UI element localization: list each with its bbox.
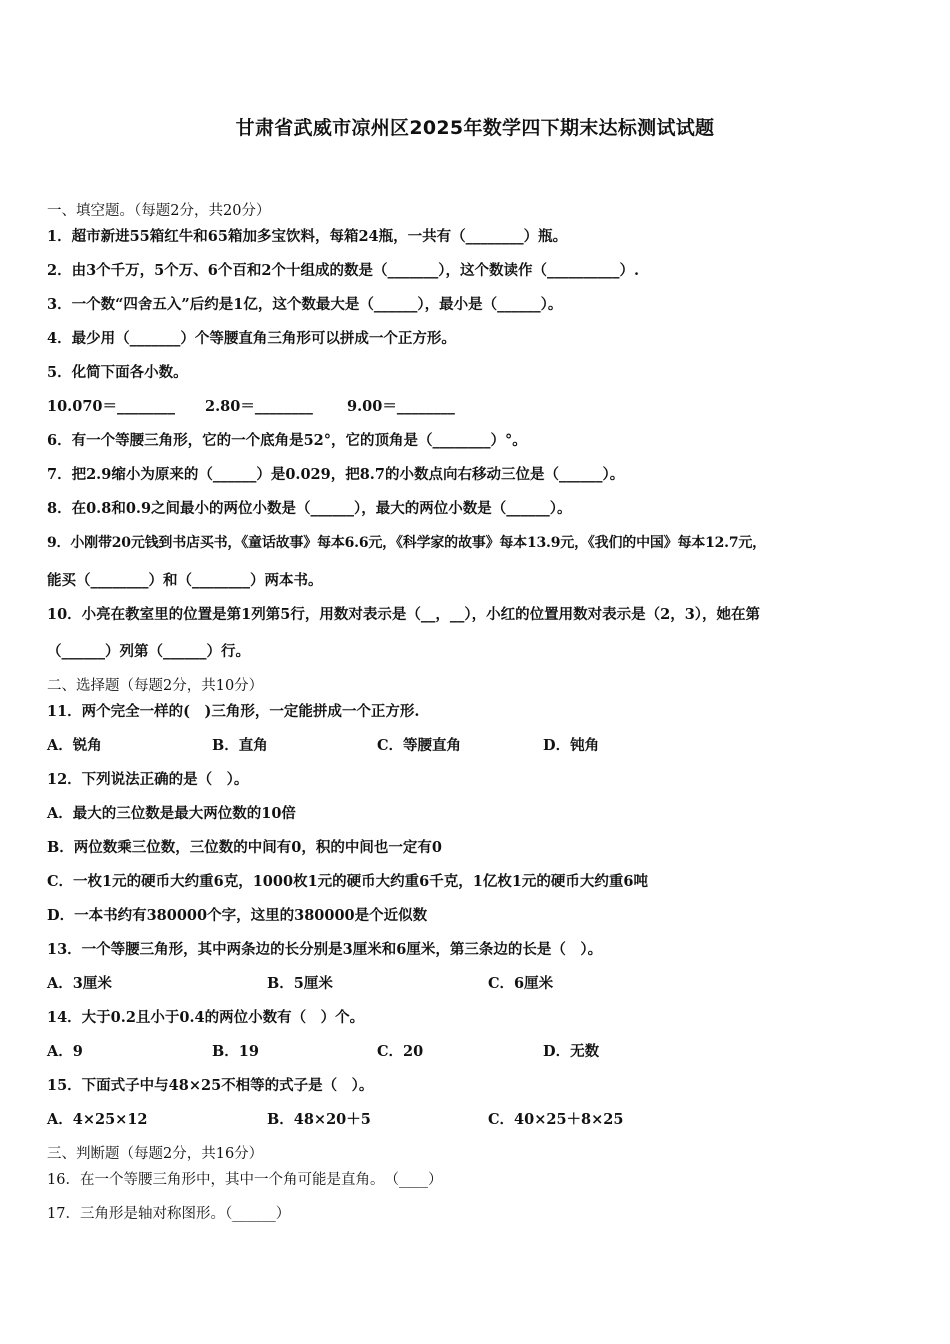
question-10-cont: （______）列第（______）行。 <box>47 643 250 660</box>
q5-item: 9.00＝________ <box>347 398 455 415</box>
question-15-options <box>47 1110 907 1130</box>
option-c: C．等腰直角 <box>377 737 462 754</box>
question-9-cont: 能买（________）和（________）两本书。 <box>47 572 323 589</box>
question-5-items <box>47 397 907 417</box>
section-3-heading: 三、判断题（每题2分，共16分） <box>47 1146 264 1162</box>
question-9: 9．小刚带20元钱到书店买书，《童话故事》每本6.6元，《科学家的故事》每本13.9元，《我们的中国》每本12.7元， <box>47 535 766 551</box>
option-b: B．5厘米 <box>267 975 333 992</box>
option-a: A．3厘米 <box>47 975 112 992</box>
option-a: A．4×25×12 <box>47 1111 148 1128</box>
option-b: B．直角 <box>212 737 268 754</box>
question-12-option-c: C．一枚1元的硬币大约重6克，1000枚1元的硬币大约重6千克，1亿枚1元的硬币大约重6吨 <box>47 873 649 890</box>
option-b: B．19 <box>212 1043 259 1060</box>
question-2: 2．由3个千万，5个万、6个百和2个十组成的数是（_______），这个数读作（__________）. <box>47 262 639 279</box>
question-14: 14．大于0.2且小于0.4的两位小数有（ ）个。 <box>47 1009 365 1026</box>
q5-item: 2.80＝________ <box>205 398 313 415</box>
question-6: 6．有一个等腰三角形，它的一个底角是52°，它的顶角是（________）°。 <box>47 432 527 449</box>
q5-item: 10.070＝________ <box>47 398 175 415</box>
question-1: 1．超市新进55箱红牛和65箱加多宝饮料，每箱24瓶，一共有（________）瓶。 <box>47 228 568 245</box>
page-title: 甘肃省武威市凉州区2025年数学四下期末达标测试试题 <box>235 117 715 139</box>
option-c: C．6厘米 <box>488 975 554 992</box>
question-17: 17．三角形是轴对称图形。（______） <box>47 1206 291 1222</box>
question-16: 16．在一个等腰三角形中，其中一个角可能是直角。 （____） <box>47 1172 443 1188</box>
question-12-option-d: D．一本书约有380000个字，这里的380000是个近似数 <box>47 907 428 924</box>
question-12: 12．下列说法正确的是（ ）。 <box>47 771 249 788</box>
question-11: 11．两个完全一样的( )三角形，一定能拼成一个正方形. <box>47 703 420 720</box>
option-a: A．9 <box>47 1043 83 1060</box>
option-a: A．锐角 <box>47 737 102 754</box>
question-11-options <box>47 736 907 756</box>
option-c: C．20 <box>377 1043 424 1060</box>
option-b: B．48×20＋5 <box>267 1111 371 1128</box>
question-7: 7．把2.9缩小为原来的（______）是0.029，把8.7的小数点向右移动三位是（______）。 <box>47 466 625 483</box>
question-5: 5．化简下面各小数。 <box>47 364 188 381</box>
question-3: 3．一个数“四舍五入”后约是1亿，这个数最大是（______），最小是（______）。 <box>47 296 563 313</box>
option-d: D．无数 <box>543 1043 600 1060</box>
section-2-heading: 二、选择题（每题2分，共10分） <box>47 678 264 694</box>
option-c: C．40×25＋8×25 <box>488 1111 624 1128</box>
question-14-options <box>47 1042 907 1062</box>
question-12-option-a: A．最大的三位数是最大两位数的10倍 <box>47 805 296 822</box>
question-13: 13．一个等腰三角形，其中两条边的长分别是3厘米和6厘米，第三条边的长是（ ）。 <box>47 941 603 958</box>
question-13-options <box>47 974 907 994</box>
question-15: 15．下面式子中与48×25不相等的式子是（ ）。 <box>47 1077 374 1094</box>
question-4: 4．最少用（_______）个等腰直角三角形可以拼成一个正方形。 <box>47 330 456 347</box>
section-1-heading: 一、填空题。（每题2分，共20分） <box>47 203 271 219</box>
question-8: 8．在0.8和0.9之间最小的两位小数是（______），最大的两位小数是（______）。 <box>47 500 572 517</box>
option-d: D．钝角 <box>543 737 600 754</box>
question-12-option-b: B．两位数乘三位数，三位数的中间有0，积的中间也一定有0 <box>47 839 442 856</box>
question-10: 10．小亮在教室里的位置是第1列第5行，用数对表示是（__，__），小红的位置用数对表示是（2，3），她在第 <box>47 606 761 623</box>
